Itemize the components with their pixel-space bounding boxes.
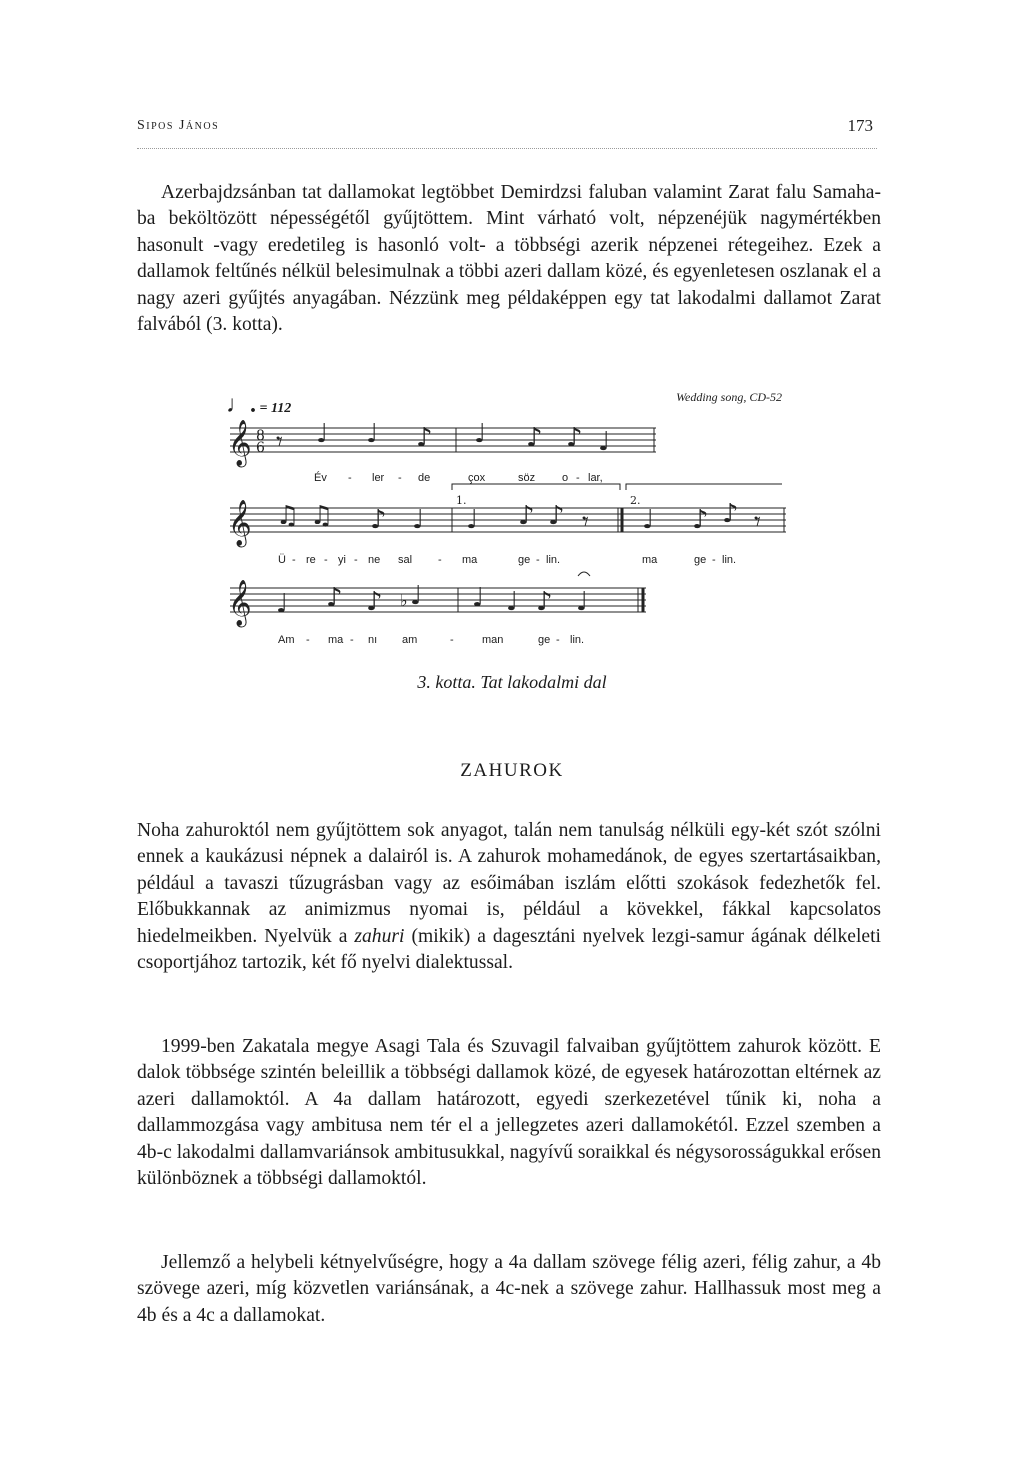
note-icon: ♩	[316, 419, 329, 449]
note-icon: ♪	[366, 587, 383, 617]
time-signature-top: 8	[256, 428, 265, 444]
section-heading: ZAHUROK	[460, 760, 564, 781]
flat-icon: ♭	[400, 591, 408, 610]
music-score: ♩. = 112 Wedding song, CD-52 𝄞 8 6 𝄞 𝄞 1. 2. 𝄾 ♩ ♩ ♪ ♩ ♪ ♪ ♩ ♫ ♫ ♪ ♩ ♩ ♪ ♪ 𝄾 ♩ ♪ ♪ 𝄾 ♩ ♪ ♪ ♭ ♩ ♩ ♩ ♪ ♩ Év - ler - de çox söz o - lar, Ü - re - yi - ne sal - ma ge - lin. ma ge - lin. Am - ma - nı am - man ge - lin.	[226, 392, 786, 692]
note-icon: ♩	[506, 587, 519, 617]
score-staves	[226, 392, 786, 652]
paragraph-zahur-collection: 1999-ben Zakatala megye Asagi Tala és Szuvagil falvaiban gyűjtöttem zahurok között. E dalok többsége szintén beleillik a többségi dallamok közé, de egyesek határozottan eltérnek az azeri dallamoktól. A 4a dallam határozott, egyedi szerkezetével tűnik ki, noha a dallammozgása vagy ambitusa nem tér el a jellegzetes azeri dallamokétól. Ezzel szemben a 4b-c lakodalmi dallamvariánsok ambitusukkal, nagyívű soraikkal és négysorosságukkal erősen különböznek a többségi dallamoktól.	[137, 1036, 881, 1190]
tempo-value: = 112	[259, 401, 292, 416]
score-source: Wedding song, CD-52	[676, 390, 782, 404]
note-icon: ♪	[370, 505, 387, 535]
note-icon: ♩	[474, 419, 487, 449]
staff-1	[230, 428, 656, 452]
note-icon: ♩	[598, 427, 611, 457]
note-icon: ♩	[466, 505, 479, 535]
note-icon: ♪	[416, 423, 433, 453]
note-icon: ♪	[722, 499, 739, 529]
note-icon: ♪	[536, 587, 553, 617]
running-head	[137, 118, 877, 149]
note-icon: ♫	[276, 501, 300, 531]
treble-clef-icon: 𝄞	[228, 500, 252, 546]
time-signature-bottom: 6	[256, 440, 265, 456]
paragraph-bilingualism: Jellemző a helybeli kétnyelvűségre, hogy a 4a dallam szövege félig azeri, félig zahur, a 4b szövege azeri, míg közvetlen variánsának, a 4c-nek a szövege zahur. Hallhassuk most meg a 4b és a 4c a dallamokat.	[137, 1252, 881, 1326]
paragraph-zahur-intro: Noha zahuroktól nem gyűjtöttem sok anyagot, talán nem tanulság nélküli egy-két szót szólni ennek a kaukázusi népnek a dalairól is. A zahurok mohamedánok, de egyes szertartásaikban, például a tavaszi tűzugrásban vagy az esőimában iszlám előtti szokások fedezhetők fel. Előbukkannak az animizmus nyomai is, például a kövekkel, fákkal kapcsolatos hiedelmeikben. Nyelvük a zahuri (mikik) a dagesztáni nyelvek lezgi-samur ágának délkeleti csoportjához tartozik, két fő nyelvi dialektussal.	[137, 820, 881, 974]
emphasized-term: zahuri	[354, 925, 405, 947]
treble-clef-icon: 𝄞	[228, 420, 252, 466]
dotted-quarter-note-icon: ♩.	[226, 392, 256, 418]
note-icon: ♪	[692, 505, 709, 535]
volta-second-ending: 2.	[630, 494, 641, 507]
note-icon: ♪	[566, 423, 583, 453]
note-icon: ♩	[410, 581, 423, 611]
note-icon: ♪	[518, 501, 535, 531]
volta-first-ending: 1.	[456, 494, 467, 507]
note-icon: ♪	[326, 583, 343, 613]
note-icon: 𝄾	[754, 507, 761, 537]
note-icon: ♩	[472, 583, 485, 613]
page-number: 173	[847, 116, 873, 135]
note-icon: ♩	[366, 419, 379, 449]
note-icon: 𝄾	[582, 507, 589, 537]
running-head-author: Sipos János	[137, 118, 220, 133]
note-icon: ♩	[642, 505, 655, 535]
note-icon: ♪	[526, 423, 543, 453]
note-icon: ♩	[576, 587, 589, 617]
note-icon: ♩	[412, 505, 425, 535]
treble-clef-icon: 𝄞	[228, 580, 252, 626]
note-icon: 𝄾	[276, 427, 283, 457]
score-caption: 3. kotta. Tat lakodalmi dal	[417, 672, 607, 692]
paragraph-tat-melodies: Azerbajdzsánban tat dallamokat legtöbbet Demirdzsi faluban valamint Zarat falu Samaha-ba beköltözött népességétől gyűjtöttem. Mint várható volt, népzenéjük nagymértékben hasonult -vagy eredetileg is hasonló volt- a többségi azerik népzenei rétegeihez. Ezek a dallamok feltűnés nélkül belesimulnak a többi azeri dallam közé, és egyenletesen oszlanak el a nagy azeri gyűjtés anyagában. Nézzünk meg példaképpen egy tat lakodalmi dallamot Zarat falvából (3. kotta).	[137, 182, 881, 336]
note-icon: ♫	[310, 501, 334, 531]
note-icon: ♩	[276, 589, 289, 619]
note-icon: ♪	[548, 501, 565, 531]
